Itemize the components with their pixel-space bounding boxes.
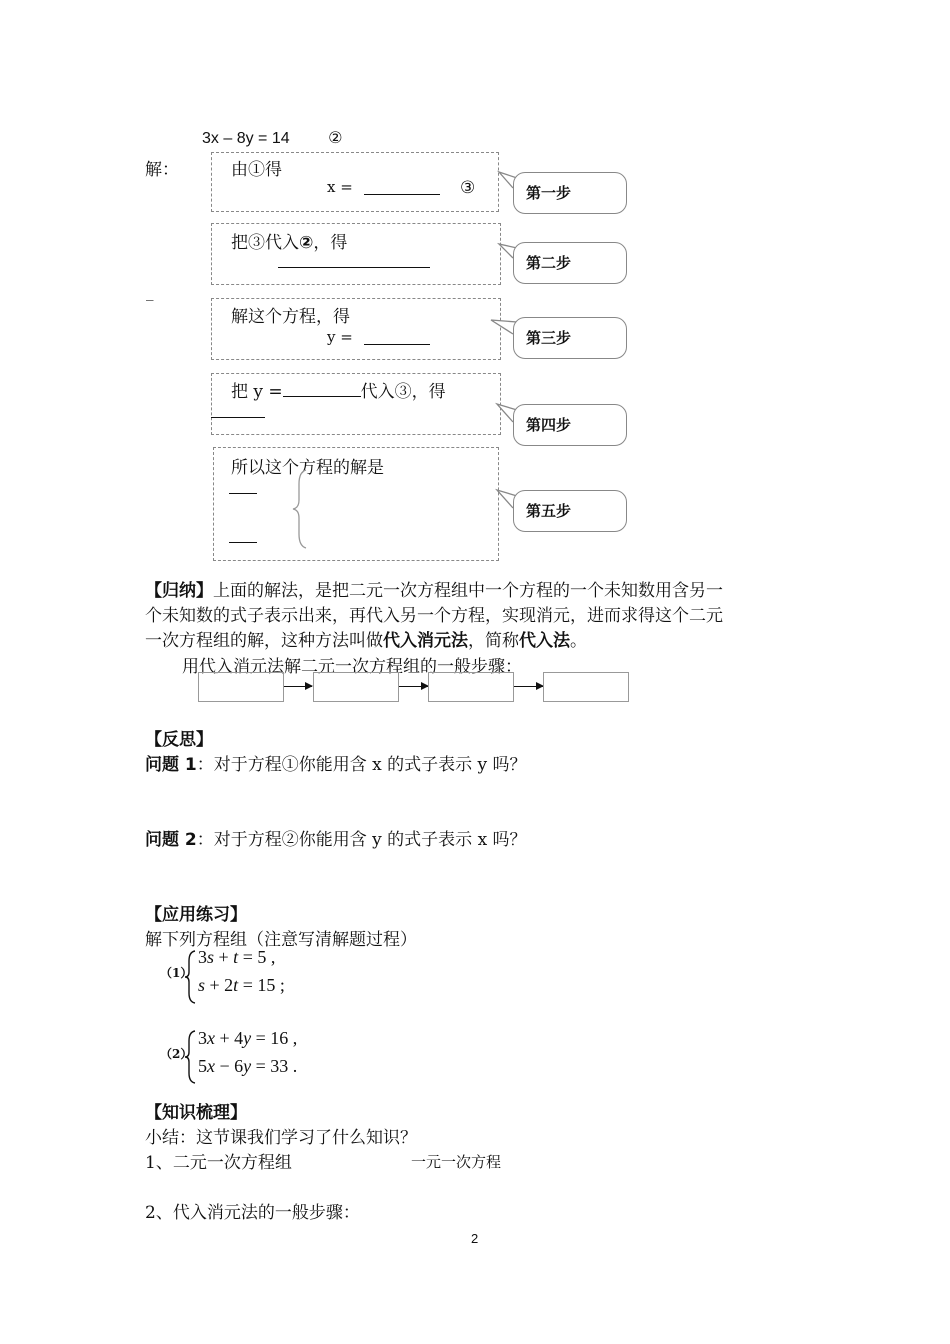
review-item1-left: 1、二元一次方程组 (145, 1153, 292, 1173)
problem1-brace (184, 950, 198, 1004)
problem1-eq2: s + 2t = 15 ; (198, 975, 285, 995)
flow-arrow-3 (514, 686, 543, 687)
step1-var: x = (327, 178, 353, 196)
practice-instruction: 解下列方程组（注意写清解题过程） (145, 930, 417, 950)
step2-text-post: ，得 (313, 233, 348, 253)
steps-intro: 用代入消元法解二元一次方程组的一般步骤： (182, 657, 522, 677)
q1-label: 问题 1 (145, 755, 197, 775)
solution-label: 解： (145, 160, 179, 180)
problem2-eq1: 3x + 4y = 16 , (198, 1028, 298, 1048)
summary-text3-end: 。 (570, 631, 587, 651)
problem2-label: （2） (160, 1047, 193, 1061)
callout-step1: 第一步 (513, 172, 627, 214)
step3-var: y = (327, 328, 353, 346)
stray-mark: _ (146, 283, 154, 301)
callout-step5: 第五步 (513, 490, 627, 532)
term-substitution-method: 代入法 (519, 631, 570, 651)
summary-text3-pre: 一次方程组的解，这种方法叫做 (145, 631, 383, 651)
step2-text-pre: 把③代入 (231, 233, 299, 253)
callout-step2: 第二步 (513, 242, 627, 284)
summary-line1 (145, 576, 723, 601)
review-heading: 【知识梳理】 (145, 1103, 247, 1123)
equation-text: 3x – 8y = 14 (202, 130, 290, 147)
reflection-heading: 【反思】 (145, 730, 213, 750)
callout-step4: 第四步 (513, 404, 627, 446)
practice-heading: 【应用练习】 (145, 905, 247, 925)
equation-mark: ② (328, 128, 343, 147)
summary-line2: 个未知数的式子表示出来，再代入另一个方程，实现消元，进而求得这个二元 (145, 606, 723, 626)
summary-line3 (145, 626, 587, 651)
flow-arrow-1 (284, 686, 312, 687)
flow-box-4[interactable] (543, 672, 629, 702)
review-item1-right: 一元一次方程 (411, 1153, 502, 1171)
q1-text: ：对于方程①你能用含 x 的式子表示 y 吗？ (196, 755, 527, 775)
callout-tails (0, 0, 950, 600)
problem1-label: （1） (160, 966, 193, 980)
review-question: 小结：这节课我们学习了什么知识？ (145, 1128, 417, 1148)
flow-box-2[interactable] (313, 672, 399, 702)
summary-lead: 【归纳】 (145, 581, 213, 601)
question-2 (145, 825, 527, 850)
q2-text: ：对于方程②你能用含 y 的式子表示 x 吗？ (196, 830, 527, 850)
step2-mark: ② (299, 233, 314, 253)
summary-text1: 上面的解法，是把二元一次方程组中一个方程的一个未知数用含另一 (213, 581, 723, 601)
flow-box-1[interactable] (198, 672, 284, 702)
problem1-eq1: 3s + t = 5 , (198, 947, 276, 967)
problem2-brace (184, 1030, 198, 1084)
q2-label: 问题 2 (145, 830, 197, 850)
step3-text: 解这个方程，得 (231, 307, 350, 327)
page-number: 2 (471, 1231, 479, 1246)
problem2-eq2: 5x − 6y = 33 . (198, 1056, 298, 1076)
summary-text3-mid: ，简称 (468, 631, 519, 651)
term-substitution-elimination: 代入消元法 (383, 631, 468, 651)
question-1 (145, 750, 527, 775)
review-item2: 2、代入消元法的一般步骤： (145, 1203, 360, 1223)
step4-pre: 把 y = (231, 382, 283, 402)
step4-post: 代入③，得 (360, 382, 446, 402)
callout-step3: 第三步 (513, 317, 627, 359)
flow-box-3[interactable] (428, 672, 514, 702)
step1-text: 由①得 (231, 160, 282, 180)
flow-arrow-2 (399, 686, 428, 687)
step5-text: 所以这个方程的解是 (231, 458, 384, 478)
step1-mark: ③ (460, 178, 476, 198)
